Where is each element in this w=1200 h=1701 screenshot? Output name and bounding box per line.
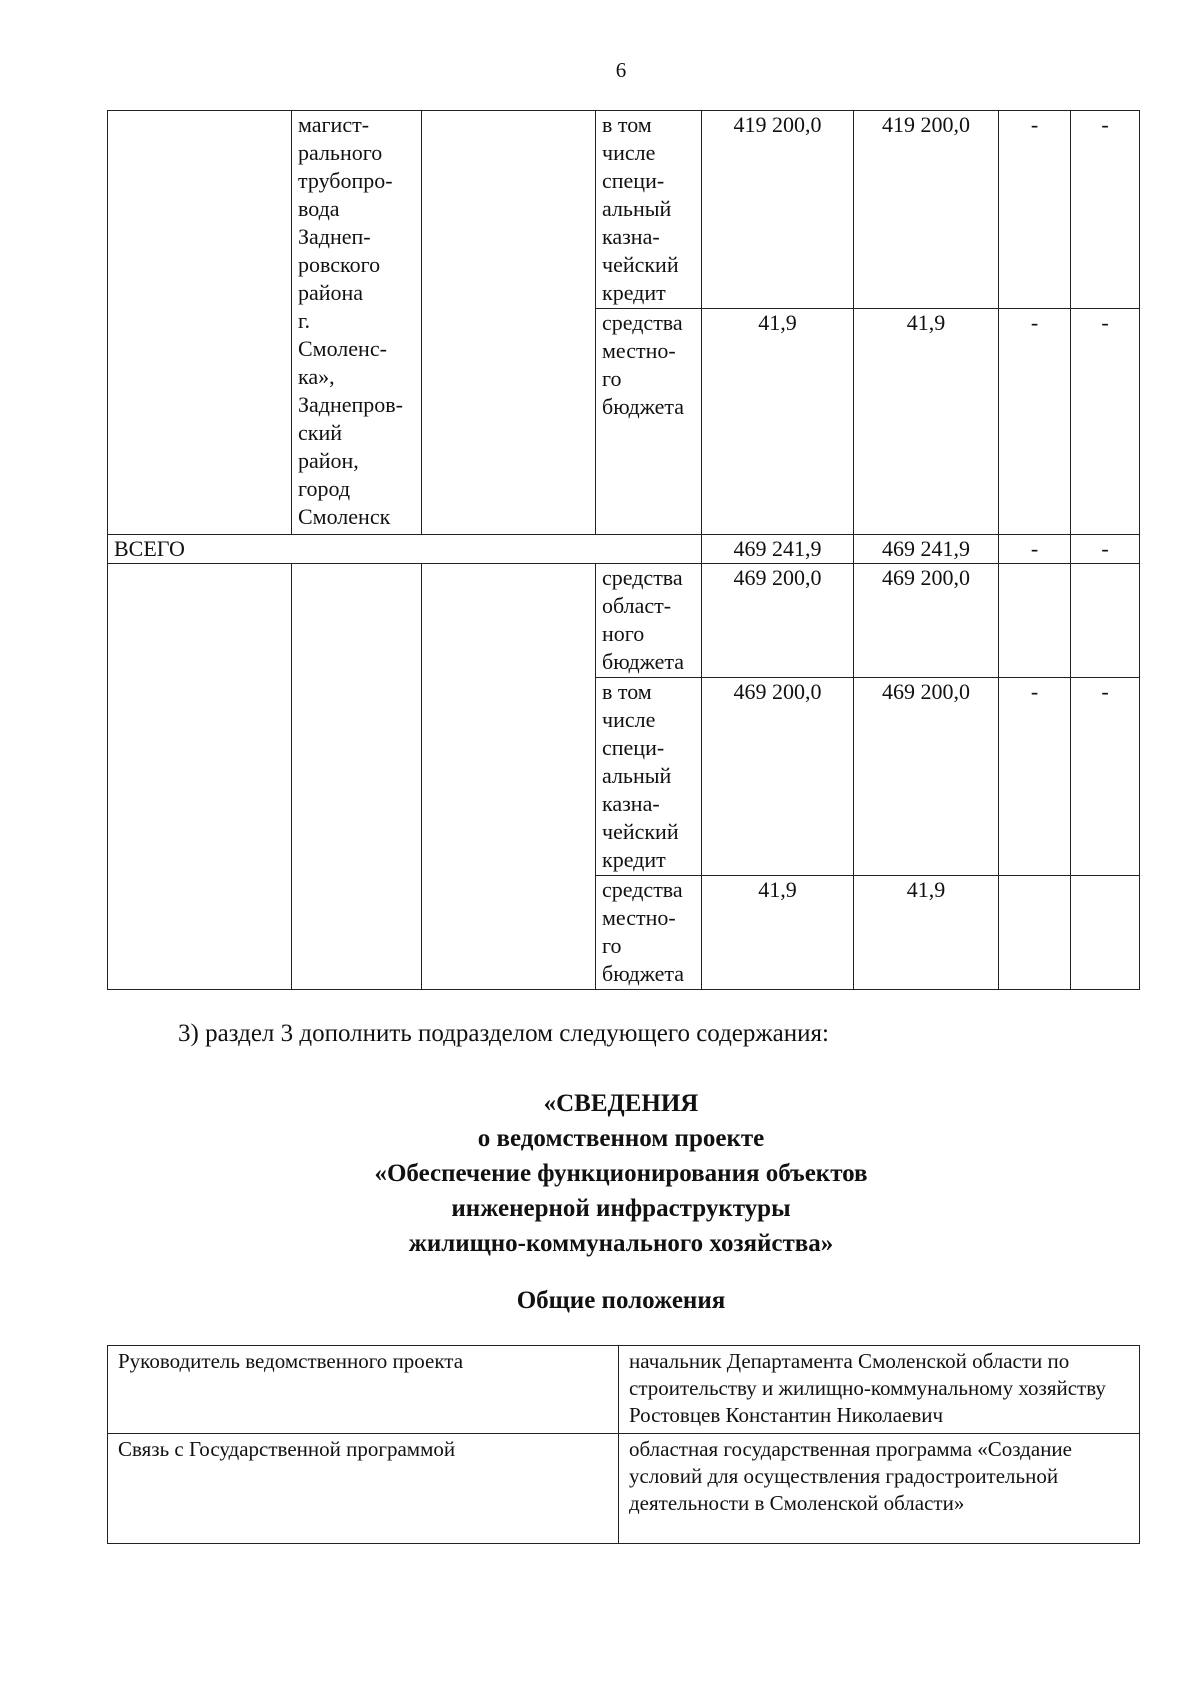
title-line: «Обеспечение функционирования объектов [374, 1160, 868, 1187]
value-cell: 419 200,0 [854, 111, 999, 309]
document-title [0, 1086, 1200, 1261]
total-label: ВСЕГО [108, 535, 702, 564]
value-cell: 469 200,0 [854, 678, 999, 876]
funding-source-cell: средства местно- го бюджета [596, 309, 702, 535]
total-row [108, 535, 1140, 564]
empty-cell [422, 564, 596, 990]
value-cell: - [999, 111, 1071, 309]
value-cell: - [999, 678, 1071, 876]
value-cell: 469 241,9 [854, 535, 999, 564]
value-cell: 41,9 [854, 309, 999, 535]
value-cell: 469 241,9 [702, 535, 854, 564]
value-cell: 469 200,0 [854, 564, 999, 678]
value-cell: 469 200,0 [702, 564, 854, 678]
empty-cell [292, 564, 422, 990]
value-cell: - [1071, 111, 1140, 309]
value-cell: - [999, 535, 1071, 564]
label-cell: Связь с Государственной программой [108, 1434, 619, 1544]
funding-source-text: в том числе специ- альный казна- чейский кредит [602, 679, 679, 872]
label-cell: Руководитель ведомственного проекта [108, 1346, 619, 1434]
title-line: инженерной инфраструктуры [451, 1195, 791, 1222]
general-provisions-table [107, 1345, 1140, 1544]
value-cell: - [1071, 309, 1140, 535]
funding-source-cell [596, 678, 702, 876]
value-cell: 419 200,0 [702, 111, 854, 309]
value-cell: - [1071, 678, 1140, 876]
table-row [108, 1346, 1140, 1434]
value-cell [1071, 876, 1140, 990]
funding-source-cell: средства област- ного бюджета [596, 564, 702, 678]
title-line: жилищно-коммунального хозяйства» [408, 1230, 834, 1257]
value-cell: 41,9 [702, 876, 854, 990]
value-cell: - [1071, 535, 1140, 564]
object-name-cell: магист- рального трубопро- вода Заднеп- ровского района г. Смоленс- ка», Заднепров- ский район, город Смоленск [292, 111, 422, 535]
table-row [108, 1434, 1140, 1544]
intro-paragraph: 3) раздел 3 дополнить подразделом следующего содержания: [178, 1020, 829, 1047]
table-row [108, 111, 1140, 309]
value-cell: областная государственная программа «Создание условий для осуществления градостроительной деятельности в Смоленской области» [619, 1434, 1140, 1544]
page-number: 6 [615, 58, 627, 82]
funding-source-cell [596, 111, 702, 309]
value-cell: 41,9 [702, 309, 854, 535]
value-cell: 41,9 [854, 876, 999, 990]
finance-table [107, 110, 1140, 990]
title-line: «СВЕДЕНИЯ [543, 1090, 699, 1117]
empty-cell [108, 111, 292, 535]
funding-source-cell: средства местно- го бюджета [596, 876, 702, 990]
value-cell [999, 876, 1071, 990]
empty-cell [422, 111, 596, 535]
value-cell: начальник Департамента Смоленской области по строительству и жилищно-коммунальному хозяйству Ростовцев Константин Николаевич [619, 1346, 1140, 1434]
empty-cell [108, 564, 292, 990]
title-line: о ведомственном проекте [477, 1125, 765, 1152]
table-row [108, 564, 1140, 678]
value-cell [1071, 564, 1140, 678]
value-cell: - [999, 309, 1071, 535]
value-cell: 469 200,0 [702, 678, 854, 876]
section-title: Общие положения [516, 1287, 726, 1314]
funding-source-text: в том числе специ- альный казна- чейский кредит [602, 112, 679, 305]
value-cell [999, 564, 1071, 678]
